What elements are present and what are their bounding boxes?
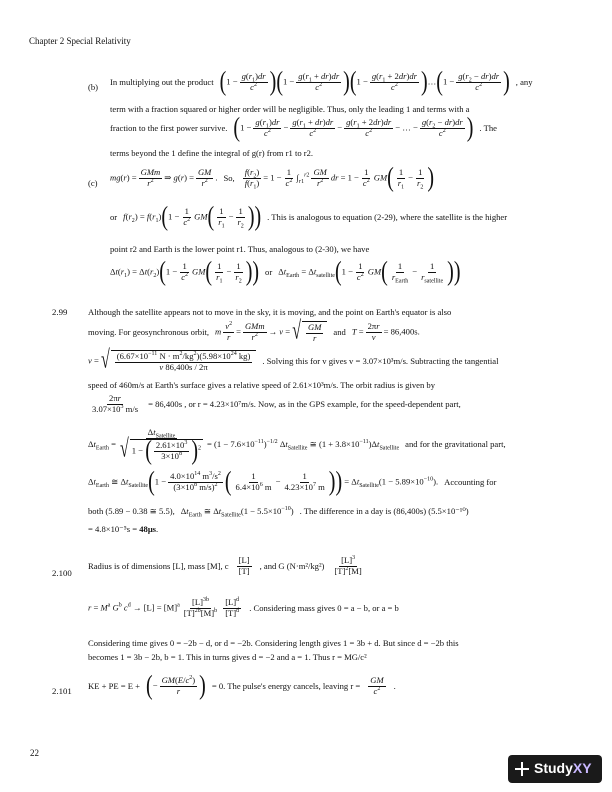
part-b-line2: term with a fraction squared or higher order will be negligible. Thus, only the leading 1 and terms with a [110, 104, 470, 114]
problem-2-100-line3: Considering time gives 0 = −2b − d, or d = −2b. Considering length gives 1 = 3b + d. But since d = −2b this [88, 638, 459, 648]
speed-dependent-equation: $\Delta t_{Earth}$ = $\Delta t_{Satellite}$ √ 1 − ( $\frac{2.61\times 10^3}{3\times 10^8}$ )$^2$ = $(1 - 7.6\times 10^{-11})^{-1/2}$ $\Delta t_{Satellite}$ ≅ $(1 + 3.8\times 10^{-11})\Delta t_{Satellite}$ [88, 427, 400, 467]
delta-t-equation: $\Delta t(r_1) = \Delta t(r_2)(1$ − $\frac{1}{c^2}$ GM( $\frac{1}{r_1}$ − $\frac{1}{r_2}$ )) [110, 257, 260, 288]
problem-2-100-line4: becomes 1 = 3b − 2b, b = 1. This in turns gives d = −2 and a = 1. Thus r = MG/c² [88, 652, 367, 662]
part-c-line1 [110, 163, 435, 194]
product-expression: (1 − $\frac{g(r_1)dr}{c^2}$ )(1 − $\frac{g(r_1 + dr)dr}{c^2}$ )(1 − $\frac{g(r_1 + 2dr)dr}{c^2}$ )…(1 − $\frac{g(r_2 - dr)dr}{c^2}$ ) [219, 67, 510, 98]
radius-result: $\frac{GM}{c^2}$ [370, 675, 384, 696]
problem-2-99-line6 [88, 427, 506, 467]
part-c-line3: point r2 and Earth is the lower point r1. Thus, analogous to (2-30), we have [110, 244, 370, 254]
result-prefix: = 4.8×10⁻⁵s = [88, 524, 138, 534]
problem-2-99-line8 [88, 506, 469, 517]
part-b-line3-text: fraction to the first power survive. [110, 123, 228, 133]
orbit-equation: m $\frac{v^2}{r}$ = $\frac{\text{GMm}}{r^2}$ → v = √ $\frac{GM}{r}$ [215, 321, 327, 344]
problem-2-99-line2-text: moving. For geosynchronous orbit, [88, 327, 210, 337]
problem-2-100-line1-text: Radius is of dimensions [L], mass [M], c [88, 561, 229, 571]
problem-2-99-line7-text: Accounting for [444, 477, 497, 487]
problem-2-99-line2 [88, 317, 420, 346]
g-dimensions: $\frac{[L]^3}{[T]^2[M]}$ [334, 555, 362, 576]
problem-2-101-line1-text: KE + PE = E + [88, 681, 141, 691]
problem-2-99-line9 [88, 524, 158, 535]
pe-expression: (− $\frac{GM(E/c^2)}{r}$ ) [146, 671, 206, 702]
dimension-equation: $r = M^a$ $G^b$ $c^d \to [L] = [M]^a$ $\frac{[L]^{3b}}{[T]^{2b}[M]^b}$ $\frac{[L]^d}{[T]^d}$ [88, 597, 240, 618]
problem-2-101-line1-end: . [393, 681, 396, 691]
problem-2-99-line4: speed of 460m/s at Earth's surface gives a relative speed of 2.61×10³m/s. The orbit radius is given by [88, 380, 435, 390]
part-c-line2-text: . This is analogous to equation (2-29), where the satellite is the higher [267, 212, 508, 222]
problem-2-99-line6-text: and for the gravitational part, [405, 439, 506, 450]
problem-2-99-line5-text: = 86,400s , or r = 4.23×10⁷m/s. Now, as in the GPS example, for the speed-dependent part, [148, 399, 461, 409]
result-value: 48μs [139, 524, 157, 534]
part-c-or: or [110, 212, 118, 222]
problem-2-100-line1-mid: , and G (N·m²/kg²) [259, 561, 325, 571]
part-c-line4 [110, 257, 461, 288]
velocity-equation: v = √ $\frac{(6.67\times 10^{-11} N \cdot m^2/kg^2)(5.98\times 10^{24} kg)}{v 86,400s / 2\pi}$ [88, 350, 256, 373]
problem-2-99-line8-text: both (5.89 − 0.38 ≅ 5.5), [88, 506, 175, 516]
chapter-header: Chapter 2 Special Relativity [29, 36, 131, 46]
c-dimensions: $\frac{[L]}{[T]}$ [238, 555, 250, 576]
part-c-label: (c) [88, 178, 98, 188]
f-r2-equation: $f(r_2) = f(r_1)(1$ − $\frac{1}{c^2}$ GM( $\frac{1}{r_1}$ − $\frac{1}{r_2}$ )) [123, 202, 262, 233]
logo-text-xy: XY [572, 760, 592, 777]
problem-2-100-line2 [88, 598, 399, 619]
problem-2-99-number: 2.99 [52, 307, 68, 317]
part-c-so: So, [223, 173, 235, 183]
plus-icon [515, 762, 529, 776]
problem-2-99-line7 [88, 467, 497, 498]
part-b-line1 [110, 67, 533, 98]
part-b-line4: terms beyond the 1 define the integral of g(r) from r1 to r2. [110, 148, 314, 158]
part-b-line1-end: , any [515, 77, 533, 87]
problem-2-99-line3 [88, 346, 499, 375]
problem-2-100-line2-text: . Considering mass gives 0 = a − b, or a = b [249, 603, 399, 613]
part-c-or-2: or [265, 267, 273, 277]
problem-2-99-line5 [88, 394, 461, 415]
part-b-line1-text: In multiplying out the product [110, 77, 214, 87]
logo-text-study: Study [534, 760, 573, 777]
page-number: 22 [30, 748, 39, 758]
combined-equation: $\Delta t_{Earth}$ ≅ $\Delta t_{Satellite}(1 - 5.5\times 10^{-10})$ [180, 506, 294, 519]
problem-2-101-line1-mid: = 0. The pulse's energy cancels, leaving r = [211, 681, 361, 691]
radius-fraction: $\frac{2\pi r}{3.07\times 10^3 m/s}$ [92, 393, 139, 414]
period-value: = 86,400s. [383, 326, 420, 337]
period-equation: T = $\frac{2\pi r}{v}$ = 86,400s. [351, 321, 420, 342]
part-b-label: (b) [88, 82, 99, 92]
part-b-line3-end: . The [479, 123, 497, 133]
problem-2-101-line1 [88, 671, 396, 702]
gravitational-equation: $\Delta t_{Earth}$ ≅ $\Delta t_{Satellite}(1$ − $\frac{4.0\times 10^{14} m^3/s^2}{(3\times 10^8 m/s)^2}$ ( $\frac{1}{6.4\times 10^6 m}$ − $\frac{1}{4.23\times 10^7 m}$ )) = $\Delta t_{Satellite}(1 - 5.89\times 10^{-10})$. [88, 467, 439, 498]
problem-2-100-line1 [88, 556, 366, 577]
and-text: and [333, 327, 346, 337]
delta-t-earth-equation: $\Delta t_{Earth} = \Delta t_{satellite}(1$ − $\frac{1}{c^2}$ GM( $\frac{1}{r_{Earth}}$ − $\frac{1}{r_{satellite}}$ )) [278, 257, 461, 288]
result-period: . [156, 524, 159, 534]
studyxy-logo [508, 755, 602, 783]
sum-expression: (1 − $\frac{g(r_1)dr}{c^2}$ − $\frac{g(r_1 + dr)dr}{c^2}$ − $\frac{g(r_1 + 2dr)dr}{c^2}$ − … − $\frac{g(r_2 - dr)dr}{c^2}$ ) [233, 113, 474, 144]
problem-2-99-line3-text: . Solving this for v gives v = 3.07×10³m/s. Subtracting the tangential [262, 356, 499, 366]
problem-2-99-line8-end: . The difference in a day is (86,400s) (5.5×10⁻¹⁰) [299, 506, 469, 516]
ratio-equation: $\frac{f(r_2)}{f(r_1)}$ = 1 − $\frac{1}{c^2}$ $\int_{r1}^{r2}$ $\frac{GM}{r^2}$ dr = 1 − $\frac{1}{c^2}$ GM( $\frac{1}{r_1}$ − $\frac{1}{r_2}$ ) [244, 163, 435, 194]
problem-2-100-number: 2.100 [52, 568, 72, 578]
problem-2-99-line1: Although the satellite appears not to move in the sky, it is moving, and the point on Earth's equator is also [88, 307, 452, 317]
part-c-line2 [110, 202, 508, 233]
mg-equation: mg(r) = $\frac{\text{GMm}}{r^2}$ ⇒ g(r) = $\frac{GM}{r^2}$ . [110, 167, 218, 188]
part-b-line3 [110, 113, 497, 144]
problem-2-101-number: 2.101 [52, 686, 72, 696]
